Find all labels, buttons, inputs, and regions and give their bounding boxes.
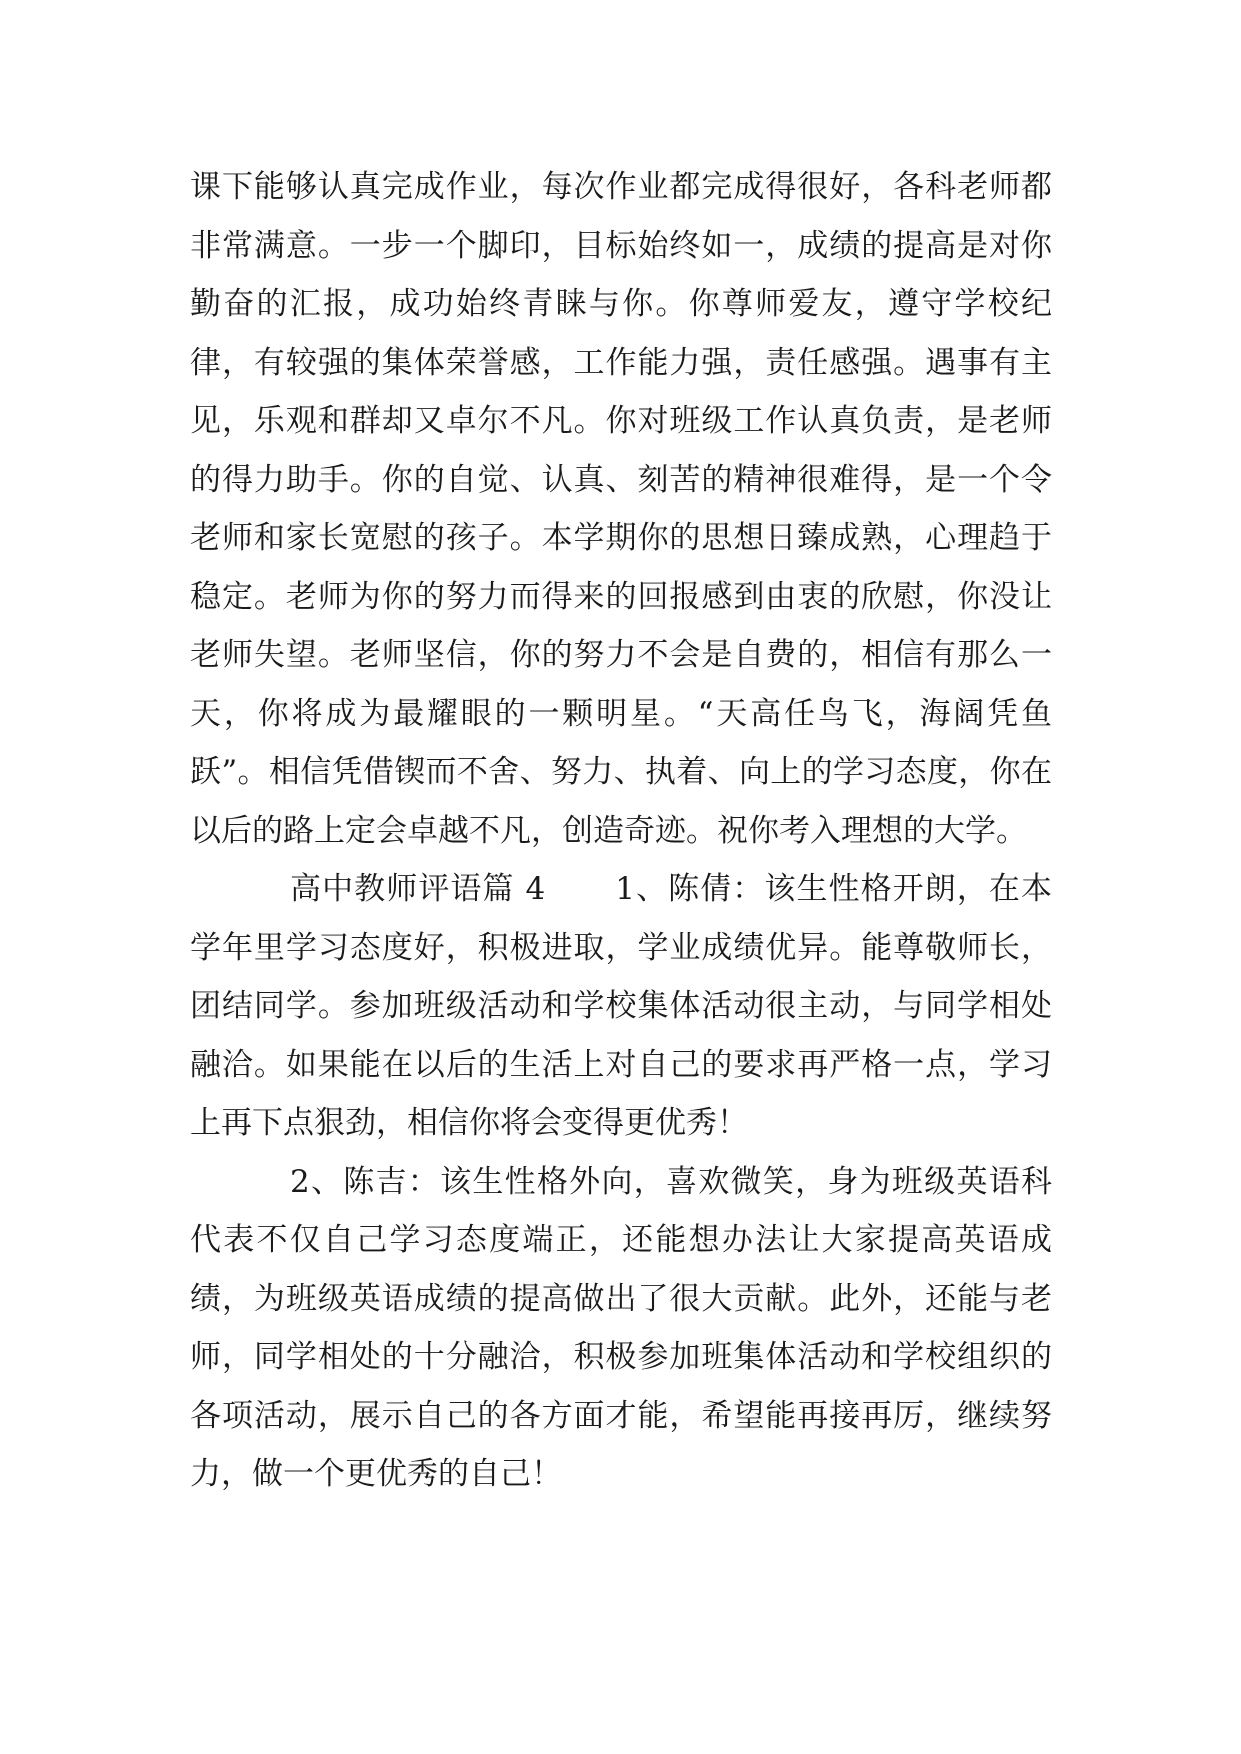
paragraph-3-text: 2、陈吉：该生性格外向，喜欢微笑，身为班级英语科代表不仅自己学习态度端正，还能想办法让大家提高英语成绩，为班级英语成绩的提高做出了很大贡献。此外，还能与老师，同学相处的十分融洽，积极参加班集体活动和学校组织的各项活动，展示自己的各方面才能，希望能再接再厉，继续努力，做一个更优秀的自己！	[190, 1163, 1052, 1492]
paragraph-3	[190, 1153, 1052, 1504]
paragraph-2-text: 1、陈倩：该生性格开朗，在本学年里学习态度好，积极进取，学业成绩优异。能尊敬师长，团结同学。参加班级活动和学校集体活动很主动，与同学相处融洽。如果能在以后的生活上对自己的要求再严格一点，学习上再下点狠劲，相信你将会变得更优秀！	[190, 871, 1053, 1141]
paragraph-1	[190, 158, 1052, 860]
section-heading: 高中教师评语篇 4	[290, 871, 546, 907]
paragraph-1-text: 课下能够认真完成作业，每次作业都完成得很好，各科老师都非常满意。一步一个脚印，目标始终如一，成绩的提高是对你勤奋的汇报，成功始终青睐与你。你尊师爱友，遵守学校纪律，有较强的集体荣誉感，工作能力强，责任感强。遇事有主见，乐观和群却又卓尔不凡。你对班级工作认真负责，是老师的得力助手。你的自觉、认真、刻苦的精神很难得，是一个令老师和家长宽慰的孩子。本学期你的思想日臻成熟，心理趋于稳定。老师为你的努力而得来的回报感到由衷的欣慰，你没让老师失望。老师坚信，你的努力不会是自费的，相信有那么一天，你将成为最耀眼的一颗明星。“天高任鸟飞，海阔凭鱼跃”。相信凭借锲而不舍、努力、执着、向上的学习态度，你在以后的路上定会卓越不凡，创造奇迹。祝你考入理想的大学。	[190, 169, 1052, 849]
paragraph-2	[190, 860, 1052, 1153]
document-body	[190, 158, 1052, 1504]
